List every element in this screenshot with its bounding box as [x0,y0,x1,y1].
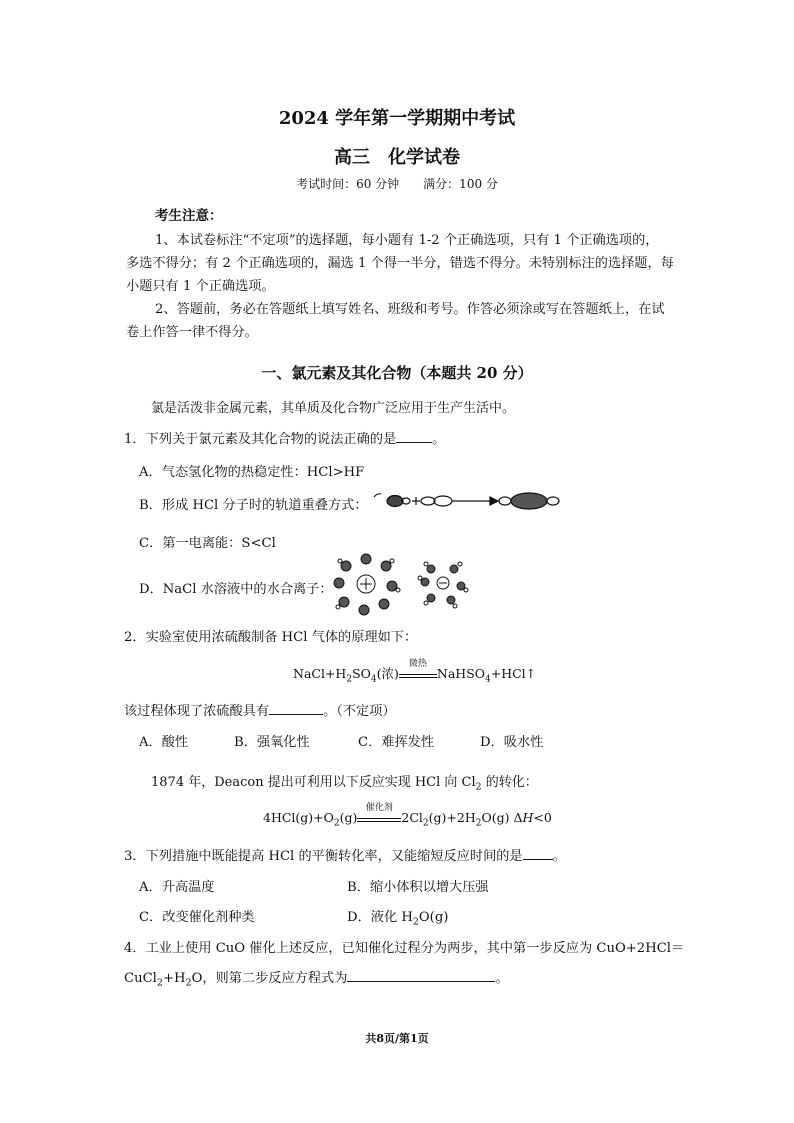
question-4-line-2 [124,967,509,989]
notice-line-4: 2、答题前，务必在答题纸上填写姓名、班级和考号。作答必须涂或写在答题纸上，在试 [155,302,665,317]
orbital-overlap-diagram [366,486,566,516]
hydrated-ions-diagram [330,552,480,616]
q1-stem-end: 。 [432,432,446,447]
eq-text: 4HCl(g)+O [263,810,334,825]
q2-sentence [124,700,396,719]
section-title: 一、氯元素及其化合物（本题共 20 分） [261,364,533,382]
notice-line-5: 卷上作答一律不得分。 [126,325,258,340]
q1-option-b: B．形成 HCl 分子时的轨道重叠方式： [139,498,368,513]
notice-line-3: 小题只有 1 个正确选项。 [126,279,275,294]
eq-sub: 4 [484,674,491,685]
eq-sub: 2 [156,977,163,989]
answer-blank [269,701,323,715]
eq-text: H [522,810,534,825]
deacon-intro [151,771,538,793]
q1-stem-text: 1．下列关于氯元素及其化合物的说法正确的是 [124,432,397,447]
q3-option-c: C．改变催化剂种类 [139,910,255,925]
q3-text: 3．下列措施中既能提高 HCl 的平衡转化率，又能缩短反应时间的是 [124,849,523,864]
eq-text: 2Cl [401,810,423,825]
eq-text: <0 [533,810,552,825]
q1-option-d: D．NaCl 水溶液中的水合离子： [139,582,333,597]
exam-meta: 考试时间：60 分钟 满分：100 分 [296,177,498,191]
question-1-stem [124,428,445,447]
q3-text-end: 。 [552,849,566,864]
q3-d-text: D．液化 H [347,910,413,925]
eq-text: NaCl+H [293,666,347,681]
q1-option-a: A．气态氢化物的热稳定性：HCl>HF [139,465,365,480]
deacon-text: 1874 年，Deacon 提出可利用以下反应实现 HCl 向 Cl [151,775,476,790]
equilibrium-arrow [357,803,401,822]
q1-option-c: C．第一电离能：S<Cl [139,536,276,551]
eq-text: NaHSO [436,666,485,681]
answer-blank [347,968,495,982]
eq-sub: 2 [185,977,192,989]
question-3-stem [124,845,566,864]
deacon-equation [263,803,552,829]
reaction-condition: 催化剂 [365,803,393,813]
q4-text-end: 。 [495,971,509,986]
q2-text-end: 。（不定项） [323,704,396,719]
eq-sub: 4 [370,674,377,685]
question-4-line-1: 4．工业上使用 CuO 催化上述反应，已知催化过程分为两步，其中第一步反应为 CuO+2HCl＝ [124,941,685,956]
eq-text: (g)+2H [428,810,476,825]
q4-text: CuCl [124,971,157,986]
q2-equation [293,659,537,685]
eq-text: (g) [339,810,358,825]
question-2-stem: 2．实验室使用浓硫酸制备 HCl 气体的原理如下： [124,630,418,645]
q3-d-text: O(g) [418,910,449,925]
eq-sub: 2 [346,674,353,685]
q2-option-c: C．难挥发性 [358,735,435,750]
eq-sub: 2 [412,916,419,928]
section-intro: 氯是活泼非金属元素，其单质及化合物广泛应用于生产生活中。 [151,401,516,416]
q2-option-a: A．酸性 [139,735,189,750]
eq-sub: 2 [333,818,340,829]
q2-text: 该过程体现了浓硫酸具有 [124,704,270,719]
exam-title: 2024 学年第一学期期中考试 [278,108,516,129]
eq-sub: 2 [475,781,482,793]
q3-option-b: B．缩小体积以增大压强 [347,880,489,895]
eq-text: SO [352,666,371,681]
deacon-text: 的转化： [481,775,538,790]
eq-sub: 2 [422,818,429,829]
eq-sub: 2 [475,818,482,829]
notice-line-2: 多选不得分；有 2 个正确选项的，漏选 1 个得一半分，错选不得分。未特别标注的选择题，每 [126,256,674,271]
reaction-condition: 微热 [408,659,427,669]
q2-option-b: B．强氧化性 [234,735,310,750]
notice-line-1: 1、本试卷标注“不定项”的选择题，每小题有 1-2 个正确选项，只有 1 个正确选项的， [155,233,659,248]
page-number: 共8页/第1页 [365,1032,429,1045]
eq-text: +HCl↑ [490,666,537,681]
exam-subtitle: 高三 化学试卷 [334,147,460,168]
q4-text: O，则第二步反应方程式为 [191,971,348,986]
q4-text: +H [162,971,186,986]
q3-option-d [347,906,448,928]
q3-option-a: A．升高温度 [139,880,215,895]
q2-option-d: D．吸水性 [480,735,544,750]
equilibrium-arrow [399,659,437,678]
notice-heading: 考生注意： [155,208,223,224]
eq-text: O(g) Δ [481,810,523,825]
answer-blank [396,429,432,443]
eq-text: (浓) [376,666,399,681]
answer-blank [523,846,553,860]
